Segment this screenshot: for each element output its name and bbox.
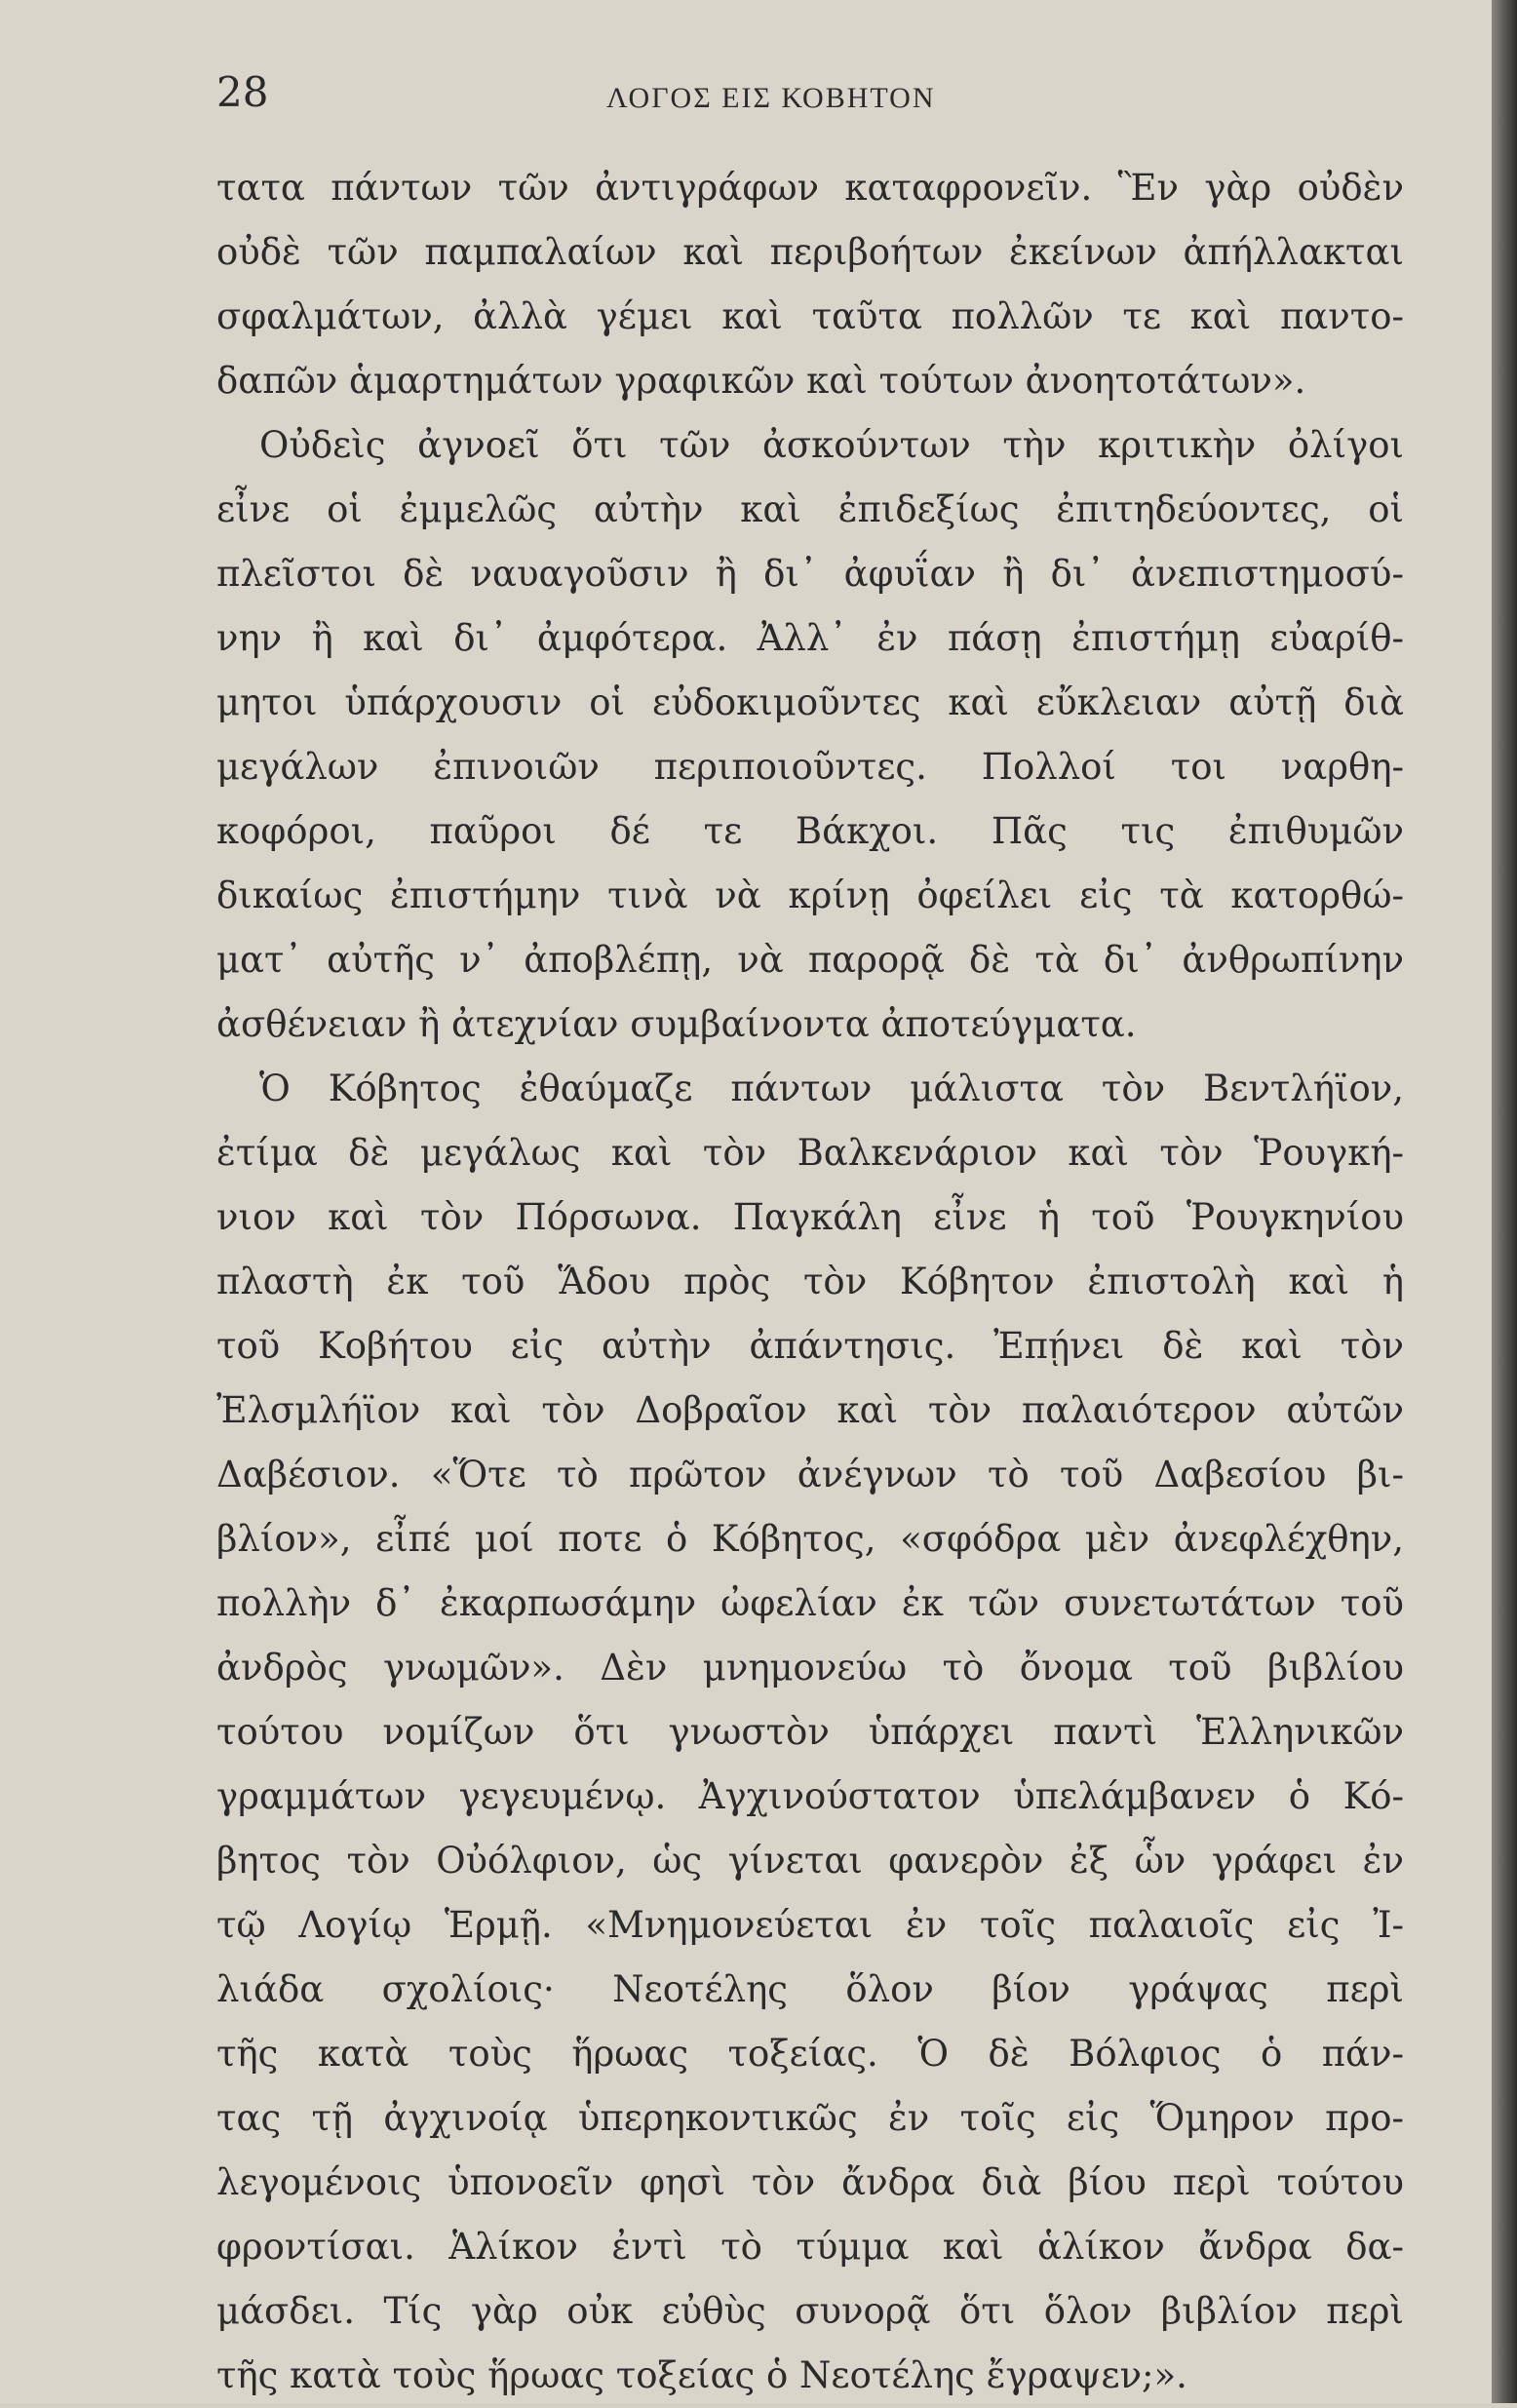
text-line: Οὐδεὶς ἀγνοεῖ ὅτι τῶν ἀσκούντων τὴν κριτικὴν ὀλίγοι — [259, 424, 1404, 466]
body-text — [216, 156, 1404, 2408]
text-line: μεγάλων ἐπινοιῶν περιποιοῦντες. Πολλοί τοι ναρθη- — [216, 746, 1404, 788]
text-line: ἐτίμα δὲ μεγάλως καὶ τὸν Βαλκενάριον καὶ τὸν Ῥουγκή- — [216, 1132, 1404, 1174]
running-head — [216, 68, 1404, 136]
page-edge-shadow — [1492, 0, 1517, 2403]
text-line: Ὁ Κόβητος ἐθαύμαζε πάντων μάλιστα τὸν Βεντλήϊον, — [259, 1068, 1404, 1109]
text-line: εἶνε οἱ ἐμμελῶς αὐτὴν καὶ ἐπιδεξίως ἐπιτηδεύοντες, οἱ — [216, 488, 1404, 530]
text-line: δικαίως ἐπιστήμην τινὰ νὰ κρίνῃ ὀφείλει εἰς τὰ κατορθώ- — [216, 874, 1404, 916]
text-line: τούτου νομίζων ὅτι γνωστὸν ὑπάρχει παντὶ Ἑλληνικῶν — [216, 1711, 1404, 1753]
text-line: οὐδὲ τῶν παμπαλαίων καὶ περιβοήτων ἐκείνων ἀπήλλακται — [216, 231, 1404, 273]
text-line: σφαλμάτων, ἀλλὰ γέμει καὶ ταῦτα πολλῶν τε καὶ παντο- — [216, 295, 1404, 337]
text-line: λεγομένοις ὑπονοεῖν φησὶ τὸν ἄνδρα διὰ βίου περὶ τούτου — [216, 2161, 1404, 2203]
text-line: ματ᾽ αὐτῆς ν᾽ ἀποβλέπῃ, νὰ παρορᾷ δὲ τὰ δι᾽ ἀνθρωπίνην — [216, 939, 1404, 981]
text-line: ἀνδρὸς γνωμῶν». Δὲν μνημονεύω τὸ ὄνομα τοῦ βιβλίου — [216, 1647, 1404, 1689]
text-line: νην ἢ καὶ δι᾽ ἀμφότερα. Ἀλλ᾽ ἐν πάσῃ ἐπιστήμῃ εὐαρίθ- — [216, 617, 1404, 659]
text-line: Ἐλσμλήϊον καὶ τὸν Δοβραῖον καὶ τὸν παλαιότερον αὐτῶν — [216, 1389, 1404, 1431]
page-number: 28 — [216, 68, 269, 116]
text-line: τῷ Λογίῳ Ἑρμῇ. «Μνημονεύεται ἐν τοῖς παλαιοῖς εἰς Ἰ- — [216, 1904, 1404, 1946]
text-line: τῆς κατὰ τοὺς ἥρωας τοξείας. Ὁ δὲ Βόλφιος ὁ πάν- — [216, 2033, 1404, 2075]
text-line: βλίον», εἶπέ μοί ποτε ὁ Κόβητος, «σφόδρα μὲν ἀνεφλέχθην, — [216, 1518, 1404, 1560]
text-line: μάσδει. Τίς γὰρ οὐκ εὐθὺς συνορᾷ ὅτι ὅλον βιβλίον περὶ — [216, 2290, 1404, 2332]
text-line: τοῦ Κοβήτου εἰς αὐτὴν ἀπάντησις. Ἐπῄνει δὲ καὶ τὸν — [216, 1325, 1404, 1367]
text-line: τας τῇ ἀγχινοίᾳ ὑπερηκοντικῶς ἐν τοῖς εἰς Ὅμηρον προ- — [216, 2097, 1404, 2139]
text-line: νιον καὶ τὸν Πόρσωνα. Παγκάλη εἶνε ἡ τοῦ Ῥουγκηνίου — [216, 1196, 1404, 1238]
text-line: πλεῖστοι δὲ ναυαγοῦσιν ἢ δι᾽ ἀφυΐαν ἢ δι᾽ ἀνεπιστημοσύ- — [216, 553, 1404, 595]
text-line: γραμμάτων γεγευμένῳ. Ἀγχινούστατον ὑπελάμβανεν ὁ Κό- — [216, 1775, 1404, 1817]
text-line: Δαβέσιον. «Ὅτε τὸ πρῶτον ἀνέγνων τὸ τοῦ Δαβεσίου βι- — [216, 1454, 1404, 1495]
text-line: μητοι ὑπάρχουσιν οἱ εὐδοκιμοῦντες καὶ εὔκλειαν αὐτῇ διὰ — [216, 681, 1404, 723]
text-line: τατα πάντων τῶν ἀντιγράφων καταφρονεῖν. Ἓν γὰρ οὐδὲν — [216, 167, 1404, 209]
text-line: ἀσθένειαν ἢ ἀτεχνίαν συμβαίνοντα ἀποτεύγματα. — [216, 1003, 1137, 1045]
text-line: κοφόροι, παῦροι δέ τε Βάκχοι. Πᾶς τις ἐπιθυμῶν — [216, 810, 1404, 852]
text-line: δαπῶν ἁμαρτημάτων γραφικῶν καὶ τούτων ἀνοητοτάτων». — [216, 360, 1306, 402]
text-line: τῆς κατὰ τοὺς ἥρωας τοξείας ὁ Νεοτέλης ἔγραψεν;». — [216, 2354, 1187, 2396]
text-line: πλαστὴ ἐκ τοῦ Ἅδου πρὸς τὸν Κόβητον ἐπιστολὴ καὶ ἡ — [216, 1261, 1404, 1302]
text-line: λιάδα σχολίοις· Νεοτέλης ὅλον βίον γράψας περὶ — [216, 1968, 1404, 2010]
text-line: φροντίσαι. Ἁλίκον ἐντὶ τὸ τύμμα καὶ ἁλίκον ἄνδρα δα- — [216, 2226, 1404, 2268]
running-title: ΛΟΓΟΣ ΕΙΣ ΚΟΒΗΤΟΝ — [606, 82, 936, 114]
text-line: βητος τὸν Οὐόλφιον, ὡς γίνεται φανερὸν ἐξ ὧν γράφει ἐν — [216, 1840, 1404, 1882]
text-line: πολλὴν δ᾽ ἐκαρπωσάμην ὠφελίαν ἐκ τῶν συνετωτάτων τοῦ — [216, 1582, 1404, 1624]
